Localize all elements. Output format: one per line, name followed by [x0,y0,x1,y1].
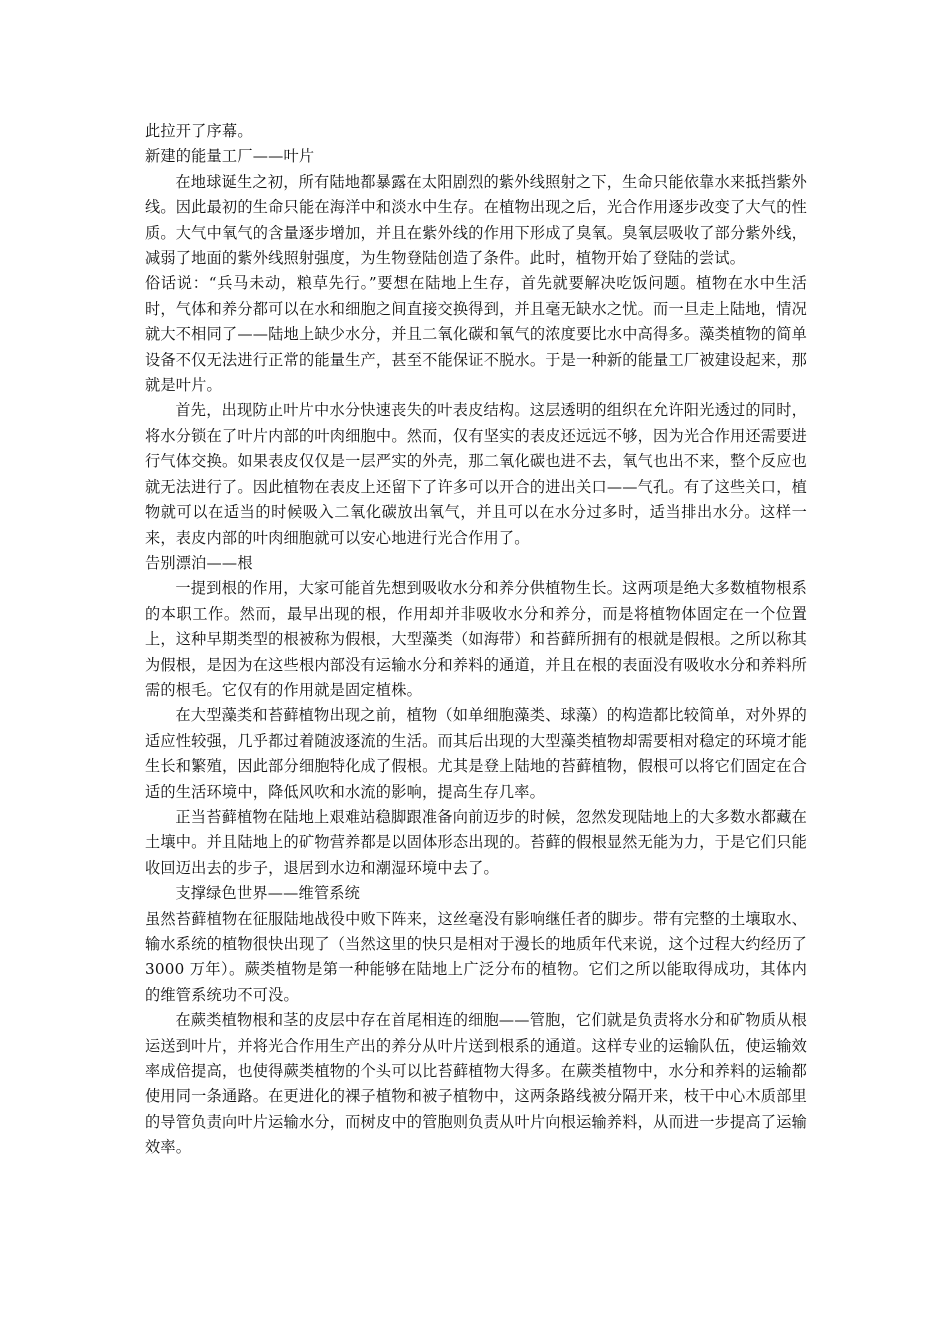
paragraph-food-problem: 俗话说：“兵马未动，粮草先行。”要想在陆地上生存，首先就要解决吃饭问题。植物在水中生活时，气体和养分都可以在水和细胞之间直接交换得到，并且毫无缺水之忧。而一旦走上陆地，情况就大不相同了——陆地上缺少水分，并且二氧化碳和氧气的浓度要比水中高得多。藻类植物的简单设备不仅无法进行正常的能量生产，甚至不能保证不脱水。于是一种新的能量工厂被建设起来，那就是叶片。 [145,274,807,395]
document-body [145,119,807,1161]
paragraph-ozone: 在地球诞生之初，所有陆地都暴露在太阳剧烈的紫外线照射之下，生命只能依靠水来抵挡紫外线。因此最初的生命只能在海洋中和淡水中生存。在植物出现之后，光合作用逐步改变了大气的性质。大气中氧气的含量逐步增加，并且在紫外线的作用下形成了臭氧。臭氧层吸收了部分紫外线，减弱了地面的紫外线照射强度，为生物登陆创造了条件。此时，植物开始了登陆的尝试。 [145,172,807,268]
paragraph-algae-moss: 在大型藻类和苔藓植物出现之前，植物（如单细胞藻类、球藻）的构造都比较简单，对外界的适应性较强，几乎都过着随波逐流的生活。而其后出现的大型藻类植物却需要相对稳定的环境才能生长和繁殖，因此部分细胞特化成了假根。尤其是登上陆地的苔藓植物，假根可以将它们固定在合适的生活环境中，降低风吹和水流的影响，提高生存几率。 [145,706,807,801]
paragraph-false-root: 一提到根的作用，大家可能首先想到吸收水分和养分供植物生长。这两项是绝大多数植物根系的本职工作。然而，最早出现的根，作用却并非吸收水分和养分，而是将植物体固定在一个位置上，这种早期类型的根被称为假根，大型藻类（如海带）和苔藓所拥有的根就是假根。之所以称其为假根，是因为在这些根内部没有运输水分和养料的通道，并且在根的表面没有吸收水分和养料所需的根毛。它仅有的作用就是固定植株。 [145,579,807,699]
paragraph-stomata: 首先，出现防止叶片中水分快速丧失的叶表皮结构。这层透明的组织在允许阳光透过的同时，将水分锁在了叶片内部的叶肉细胞中。然而，仅有坚实的表皮还远远不够，因为光合作用还需要进行气体交换。如果表皮仅仅是一层严实的外壳，那二氧化碳也进不去，氧气也出不来，整个反应也就无法进行了。因此植物在表皮上还留下了许多可以开合的进出关口——气孔。有了这些关口，植物就可以在适当的时候吸入二氧化碳放出氧气，并且可以在水分过多时，适当排出水分。这样一来，表皮内部的叶肉细胞就可以安心地进行光合作用了。 [145,401,807,547]
paragraph-ferns: 虽然苔藓植物在征服陆地战役中败下阵来，这丝毫没有影响继任者的脚步。带有完整的土壤取水、输水系统的植物很快出现了（当然这里的快只是相对于漫长的地质年代来说，这个过程大约经历了 3000 万年）。蕨类植物是第一种能够在陆地上广泛分布的植物。它们之所以能取得成功，其体内的维管系统功不可没。 [145,909,807,1004]
section-heading-vascular: 支撑绿色世界——维管系统 [175,884,361,903]
paragraph-moss-retreat: 正当苔藓植物在陆地上艰难站稳脚跟准备向前迈步的时候，忽然发现陆地上的大多数水都藏在土壤中。并且陆地上的矿物营养都是以固体形态出现的。苔藓的假根显然无能为力，于是它们只能收回迈出去的步子，退居到水边和潮湿环境中去了。 [145,807,807,877]
section-heading-root: 告别漂泊——根 [145,553,253,572]
section-heading-leaf: 新建的能量工厂——叶片 [145,147,315,166]
paragraph-tracheids: 在蕨类植物根和茎的皮层中存在首尾相连的细胞——管胞，它们就是负责将水分和矿物质从根运送到叶片，并将光合作用生产出的养分从叶片送到根系的通道。这样专业的运输队伍，使运输效率成倍提高，也使得蕨类植物的个头可以比苔藓植物大得多。在蕨类植物中，水分和养料的运输都使用同一条通路。在更进化的裸子植物和被子植物中，这两条路线被分隔开来，枝干中心木质部里的导管负责向叶片运输水分，而树皮中的管胞则负责从叶片向根运输养料，从而进一步提高了运输效率。 [145,1011,807,1157]
paragraph-continuation: 此拉开了序幕。 [145,122,253,140]
